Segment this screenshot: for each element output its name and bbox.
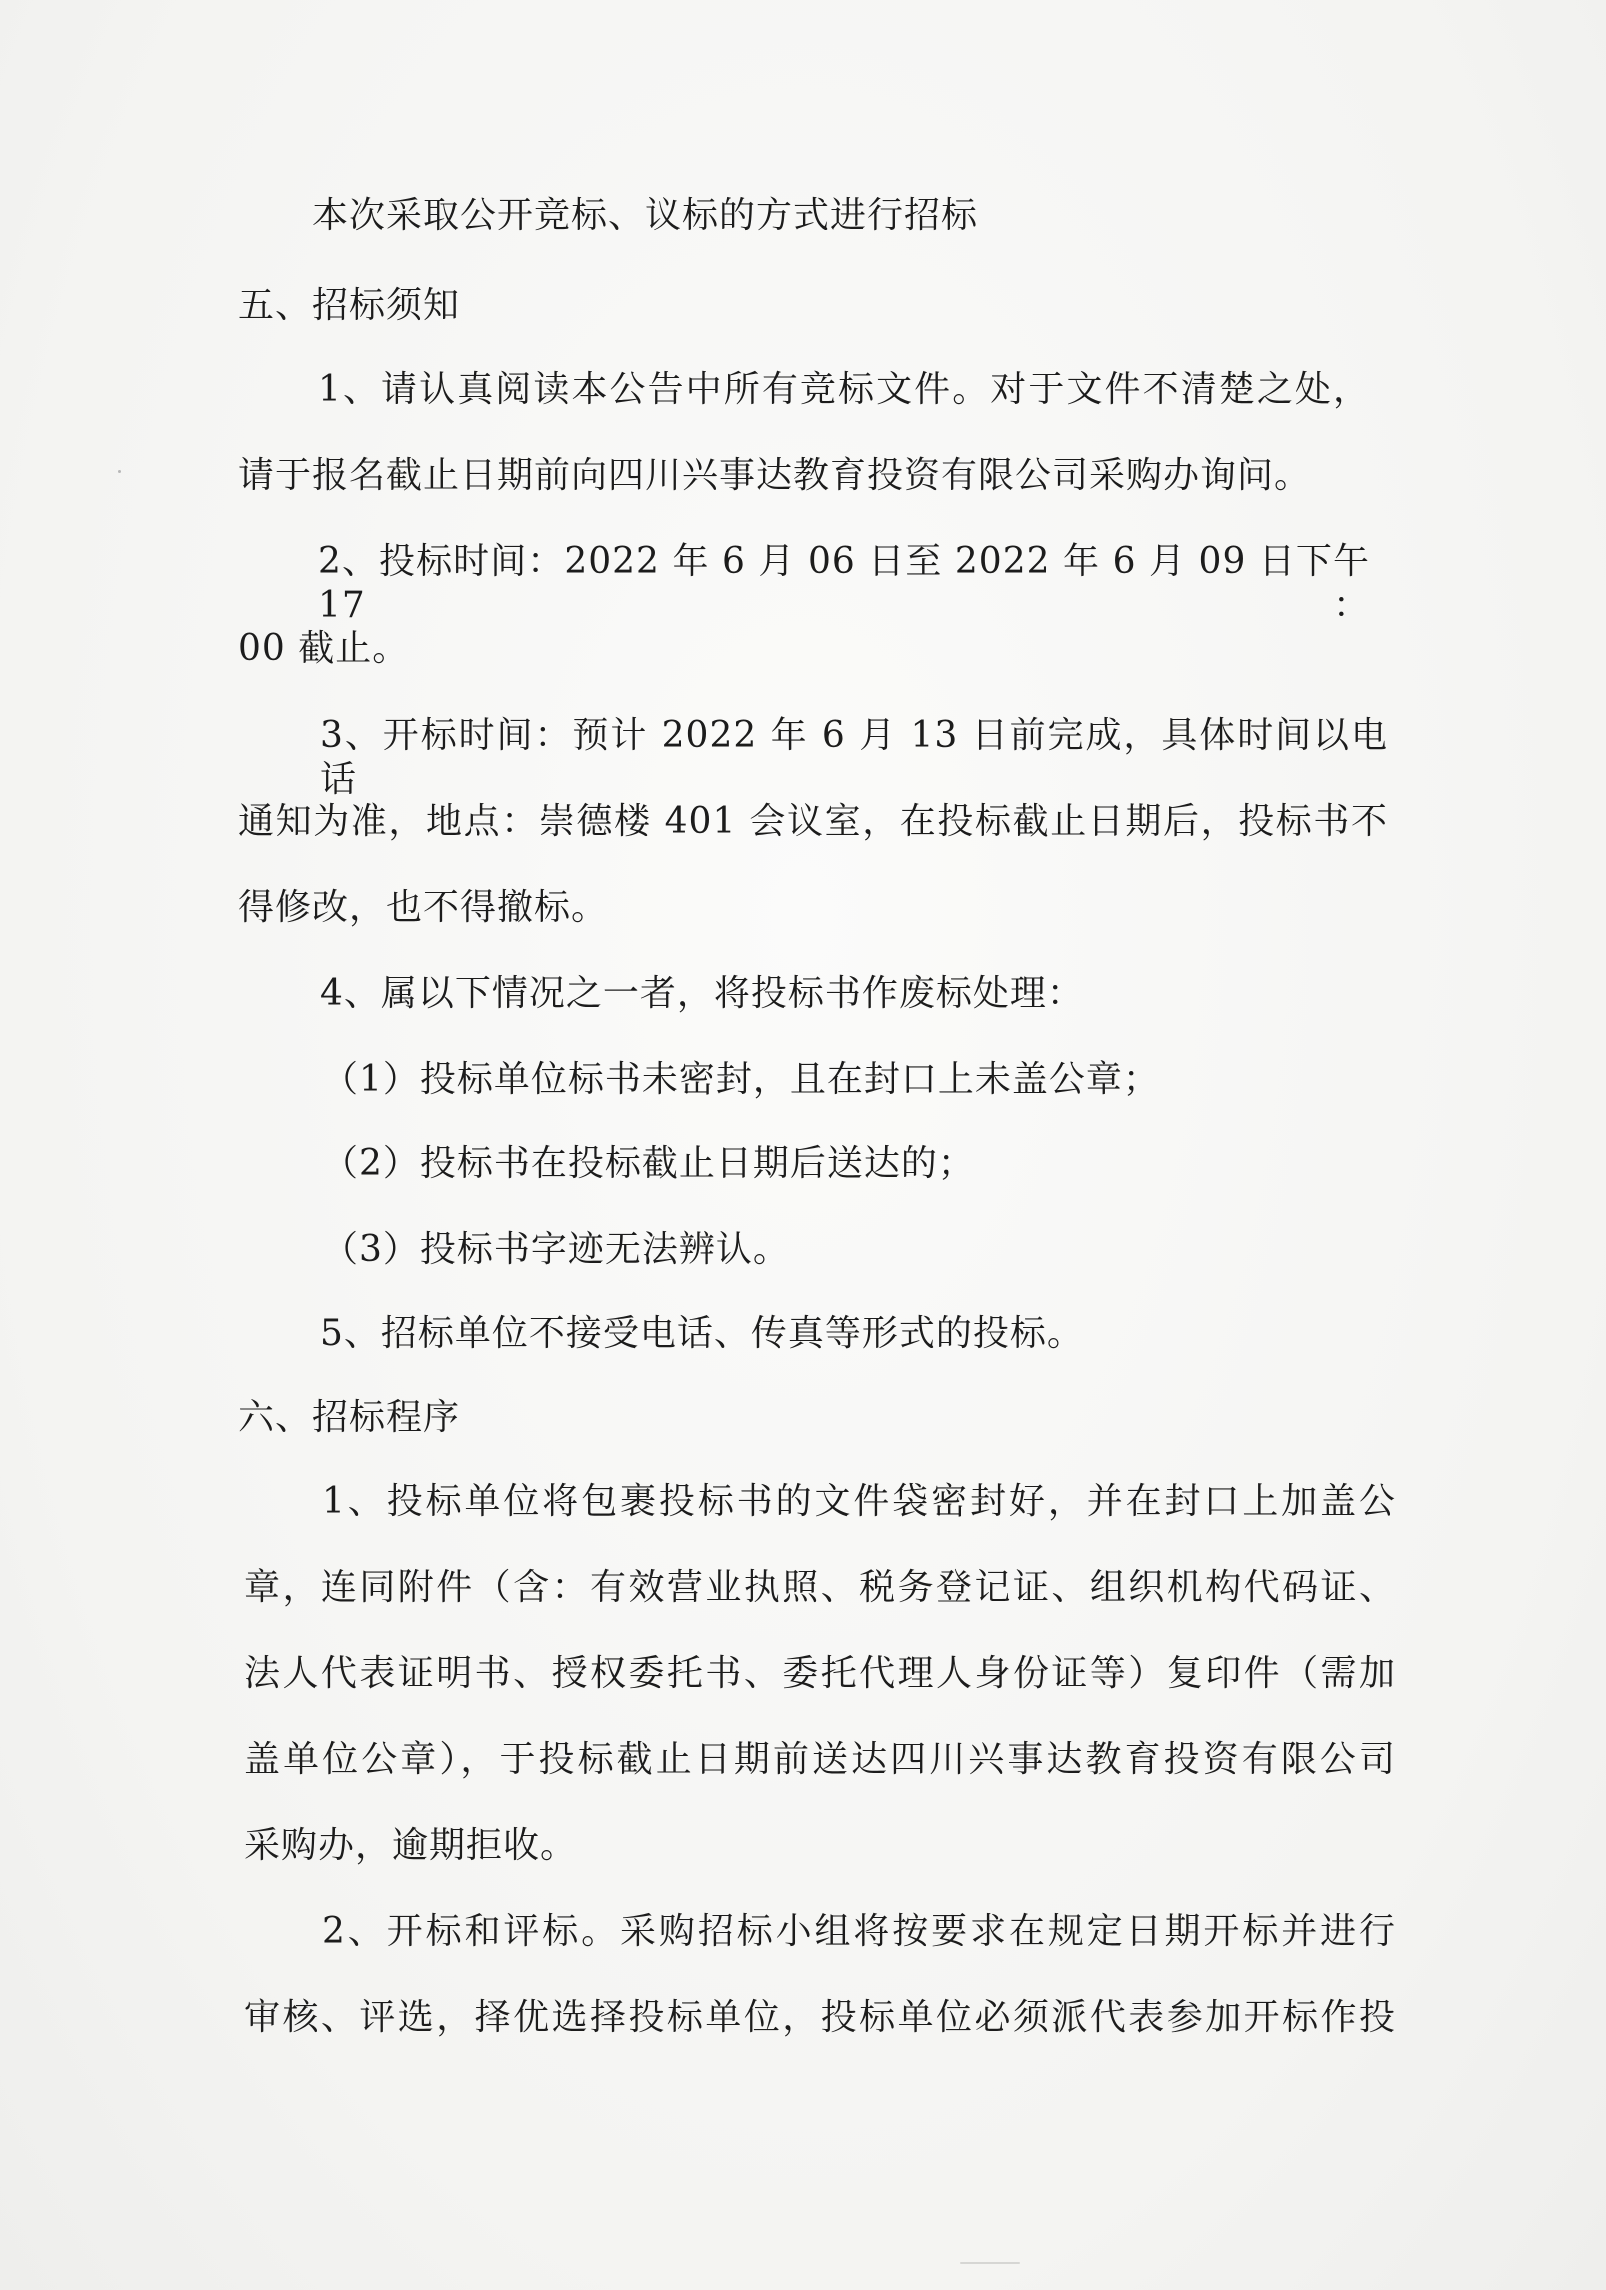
intro-line: 本次采取公开竞标、议标的方式进行招标 <box>312 195 979 236</box>
procedure-1-line-3: 法人代表证明书、授权委托书、委托代理人身份证等）复印件（需加 <box>244 1653 1396 1694</box>
item-4-sub-3: （3）投标书字迹无法辨认。 <box>322 1229 790 1270</box>
item-1-line-1: 1、请认真阅读本公告中所有竞标文件。对于文件不清楚之处， <box>318 369 1370 410</box>
item-3-line-1: 3、开标时间：预计 2022 年 6 月 13 日前完成，具体时间以电话 <box>320 715 1388 800</box>
item-4-line-1: 4、属以下情况之一者，将投标书作废标处理： <box>320 973 1084 1014</box>
item-2-line-2: 00 截止。 <box>238 628 410 669</box>
procedure-1-line-2: 章，连同附件（含：有效营业执照、税务登记证、组织机构代码证、 <box>244 1567 1396 1608</box>
item-5-line: 5、招标单位不接受电话、传真等形式的投标。 <box>320 1313 1084 1354</box>
procedure-1-line-5: 采购办，逾期拒收。 <box>244 1825 578 1866</box>
procedure-1-line-4: 盖单位公章），于投标截止日期前送达四川兴事达教育投资有限公司 <box>244 1739 1396 1780</box>
item-4-sub-1: （1）投标单位标书未密封，且在封口上未盖公章； <box>322 1059 1160 1100</box>
procedure-2-line-2: 审核、评选，择优选择投标单位，投标单位必须派代表参加开标作投 <box>244 1997 1396 2038</box>
item-3-line-2: 通知为准，地点：崇德楼 401 会议室，在投标截止日期后，投标书不 <box>238 801 1388 842</box>
item-4-sub-2: （2）投标书在投标截止日期后送达的； <box>322 1143 975 1184</box>
section-heading-6: 六、招标程序 <box>238 1397 461 1438</box>
scan-speck <box>118 470 121 473</box>
procedure-2-line-1: 2、开标和评标。采购招标小组将按要求在规定日期开标并进行 <box>322 1911 1396 1952</box>
item-2-line-1: 2、投标时间：2022 年 6 月 06 日至 2022 年 6 月 09 日下午 17： <box>318 541 1370 626</box>
scan-speck <box>960 2262 1020 2264</box>
section-heading-5: 五、招标须知 <box>238 285 461 326</box>
item-3-line-3: 得修改，也不得撤标。 <box>238 887 609 928</box>
item-1-line-2: 请于报名截止日期前向四川兴事达教育投资有限公司采购办询问。 <box>238 455 1312 496</box>
procedure-1-line-1: 1、投标单位将包裹投标书的文件袋密封好，并在封口上加盖公 <box>322 1481 1396 1522</box>
